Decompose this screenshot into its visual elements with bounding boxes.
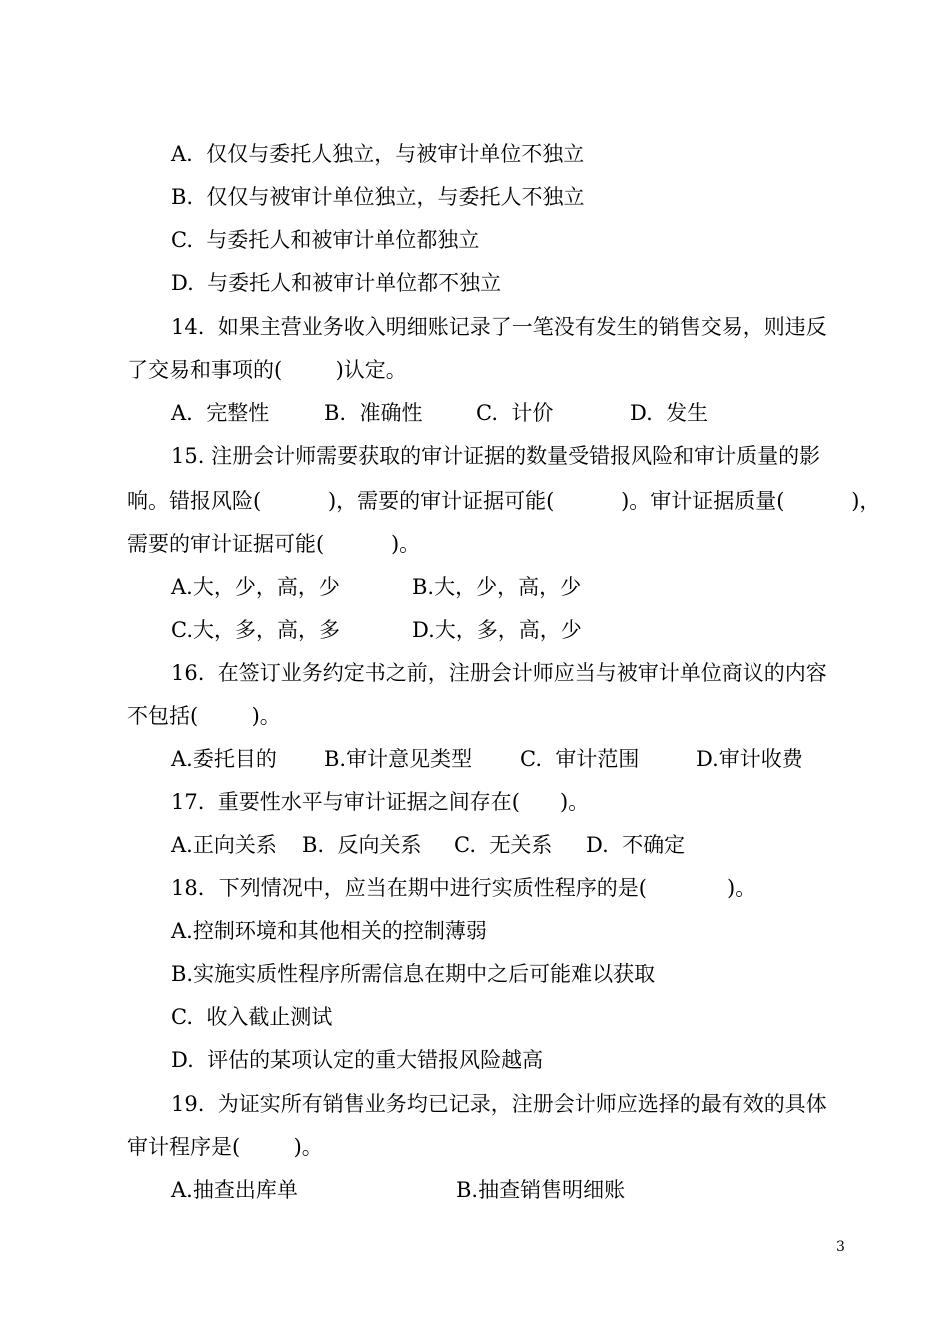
q18-option-a: A.控制环境和其他相关的控制薄弱 — [171, 919, 487, 943]
q17-option-c: C. 无关系 — [454, 833, 553, 857]
q18-option-c: C. 收入截止测试 — [171, 1005, 333, 1029]
q19-text-line2: 审计程序是( )。 — [127, 1135, 323, 1159]
q14-text-line2: 了交易和事项的( )认定。 — [127, 358, 407, 382]
q14-option-c: C. 计价 — [476, 401, 554, 425]
q16-option-b: B.审计意见类型 — [324, 747, 473, 771]
q16-option-c: C. 审计范围 — [520, 747, 640, 771]
q13-option-b: B. 仅仅与被审计单位独立，与委托人不独立 — [171, 185, 585, 209]
q16-option-a: A.委托目的 — [171, 747, 277, 771]
page-number: 3 — [836, 1239, 845, 1255]
q15-text-line2: 响。错报风险( )，需要的审计证据可能( )。审计证据质量( )， — [127, 489, 881, 513]
q18-text: 18．下列情况中，应当在期中进行实质性程序的是( )。 — [171, 876, 757, 900]
q16-text-line1: 16. 在签订业务约定书之前，注册会计师应当与被审计单位商议的内容 — [171, 661, 827, 685]
q13-option-c: C. 与委托人和被审计单位都独立 — [171, 228, 480, 252]
q14-option-d: D. 发生 — [630, 401, 709, 425]
q17-option-a: A.正向关系 — [171, 833, 277, 857]
q14-option-a: A. 完整性 — [171, 401, 270, 425]
q15-option-a: A.大，少，高，少 — [171, 575, 340, 599]
q15-option-c: C.大，多，高，多 — [171, 618, 340, 642]
q18-option-d: D. 评估的某项认定的重大错报风险越高 — [171, 1048, 544, 1072]
q19-option-a: A.抽查出库单 — [171, 1178, 298, 1202]
q19-text-line1: 19. 为证实所有销售业务均已记录，注册会计师应选择的最有效的具体 — [171, 1092, 827, 1116]
q17-text: 17. 重要性水平与审计证据之间存在( )。 — [171, 790, 590, 814]
q14-option-b: B. 准确性 — [324, 401, 423, 425]
q17-option-d: D. 不确定 — [586, 833, 686, 857]
q19-options — [171, 1176, 626, 1288]
q16-text-line2: 不包括( )。 — [127, 704, 281, 728]
q15-text-line3: 需要的审计证据可能( )。 — [127, 532, 421, 556]
q15-option-d: D.大，多，高，少 — [412, 618, 582, 642]
q14-text-line1: 14. 如果主营业务收入明细账记录了一笔没有发生的销售交易，则违反 — [171, 315, 827, 339]
q18-option-b: B.实施实质性程序所需信息在期中之后可能难以获取 — [171, 962, 656, 986]
q19-option-b: B.抽查销售明细账 — [456, 1178, 626, 1202]
q16-option-d: D.审计收费 — [696, 747, 803, 771]
q15-text-line1: 15. 注册会计师需要获取的审计证据的数量受错报风险和审计质量的影 — [171, 444, 821, 468]
q13-option-a: A. 仅仅与委托人独立，与被审计单位不独立 — [171, 142, 585, 166]
q13-option-d: D. 与委托人和被审计单位都不独立 — [171, 271, 502, 295]
q17-option-b: B. 反向关系 — [302, 833, 422, 857]
q15-option-b: B.大，少，高，少 — [412, 575, 582, 599]
